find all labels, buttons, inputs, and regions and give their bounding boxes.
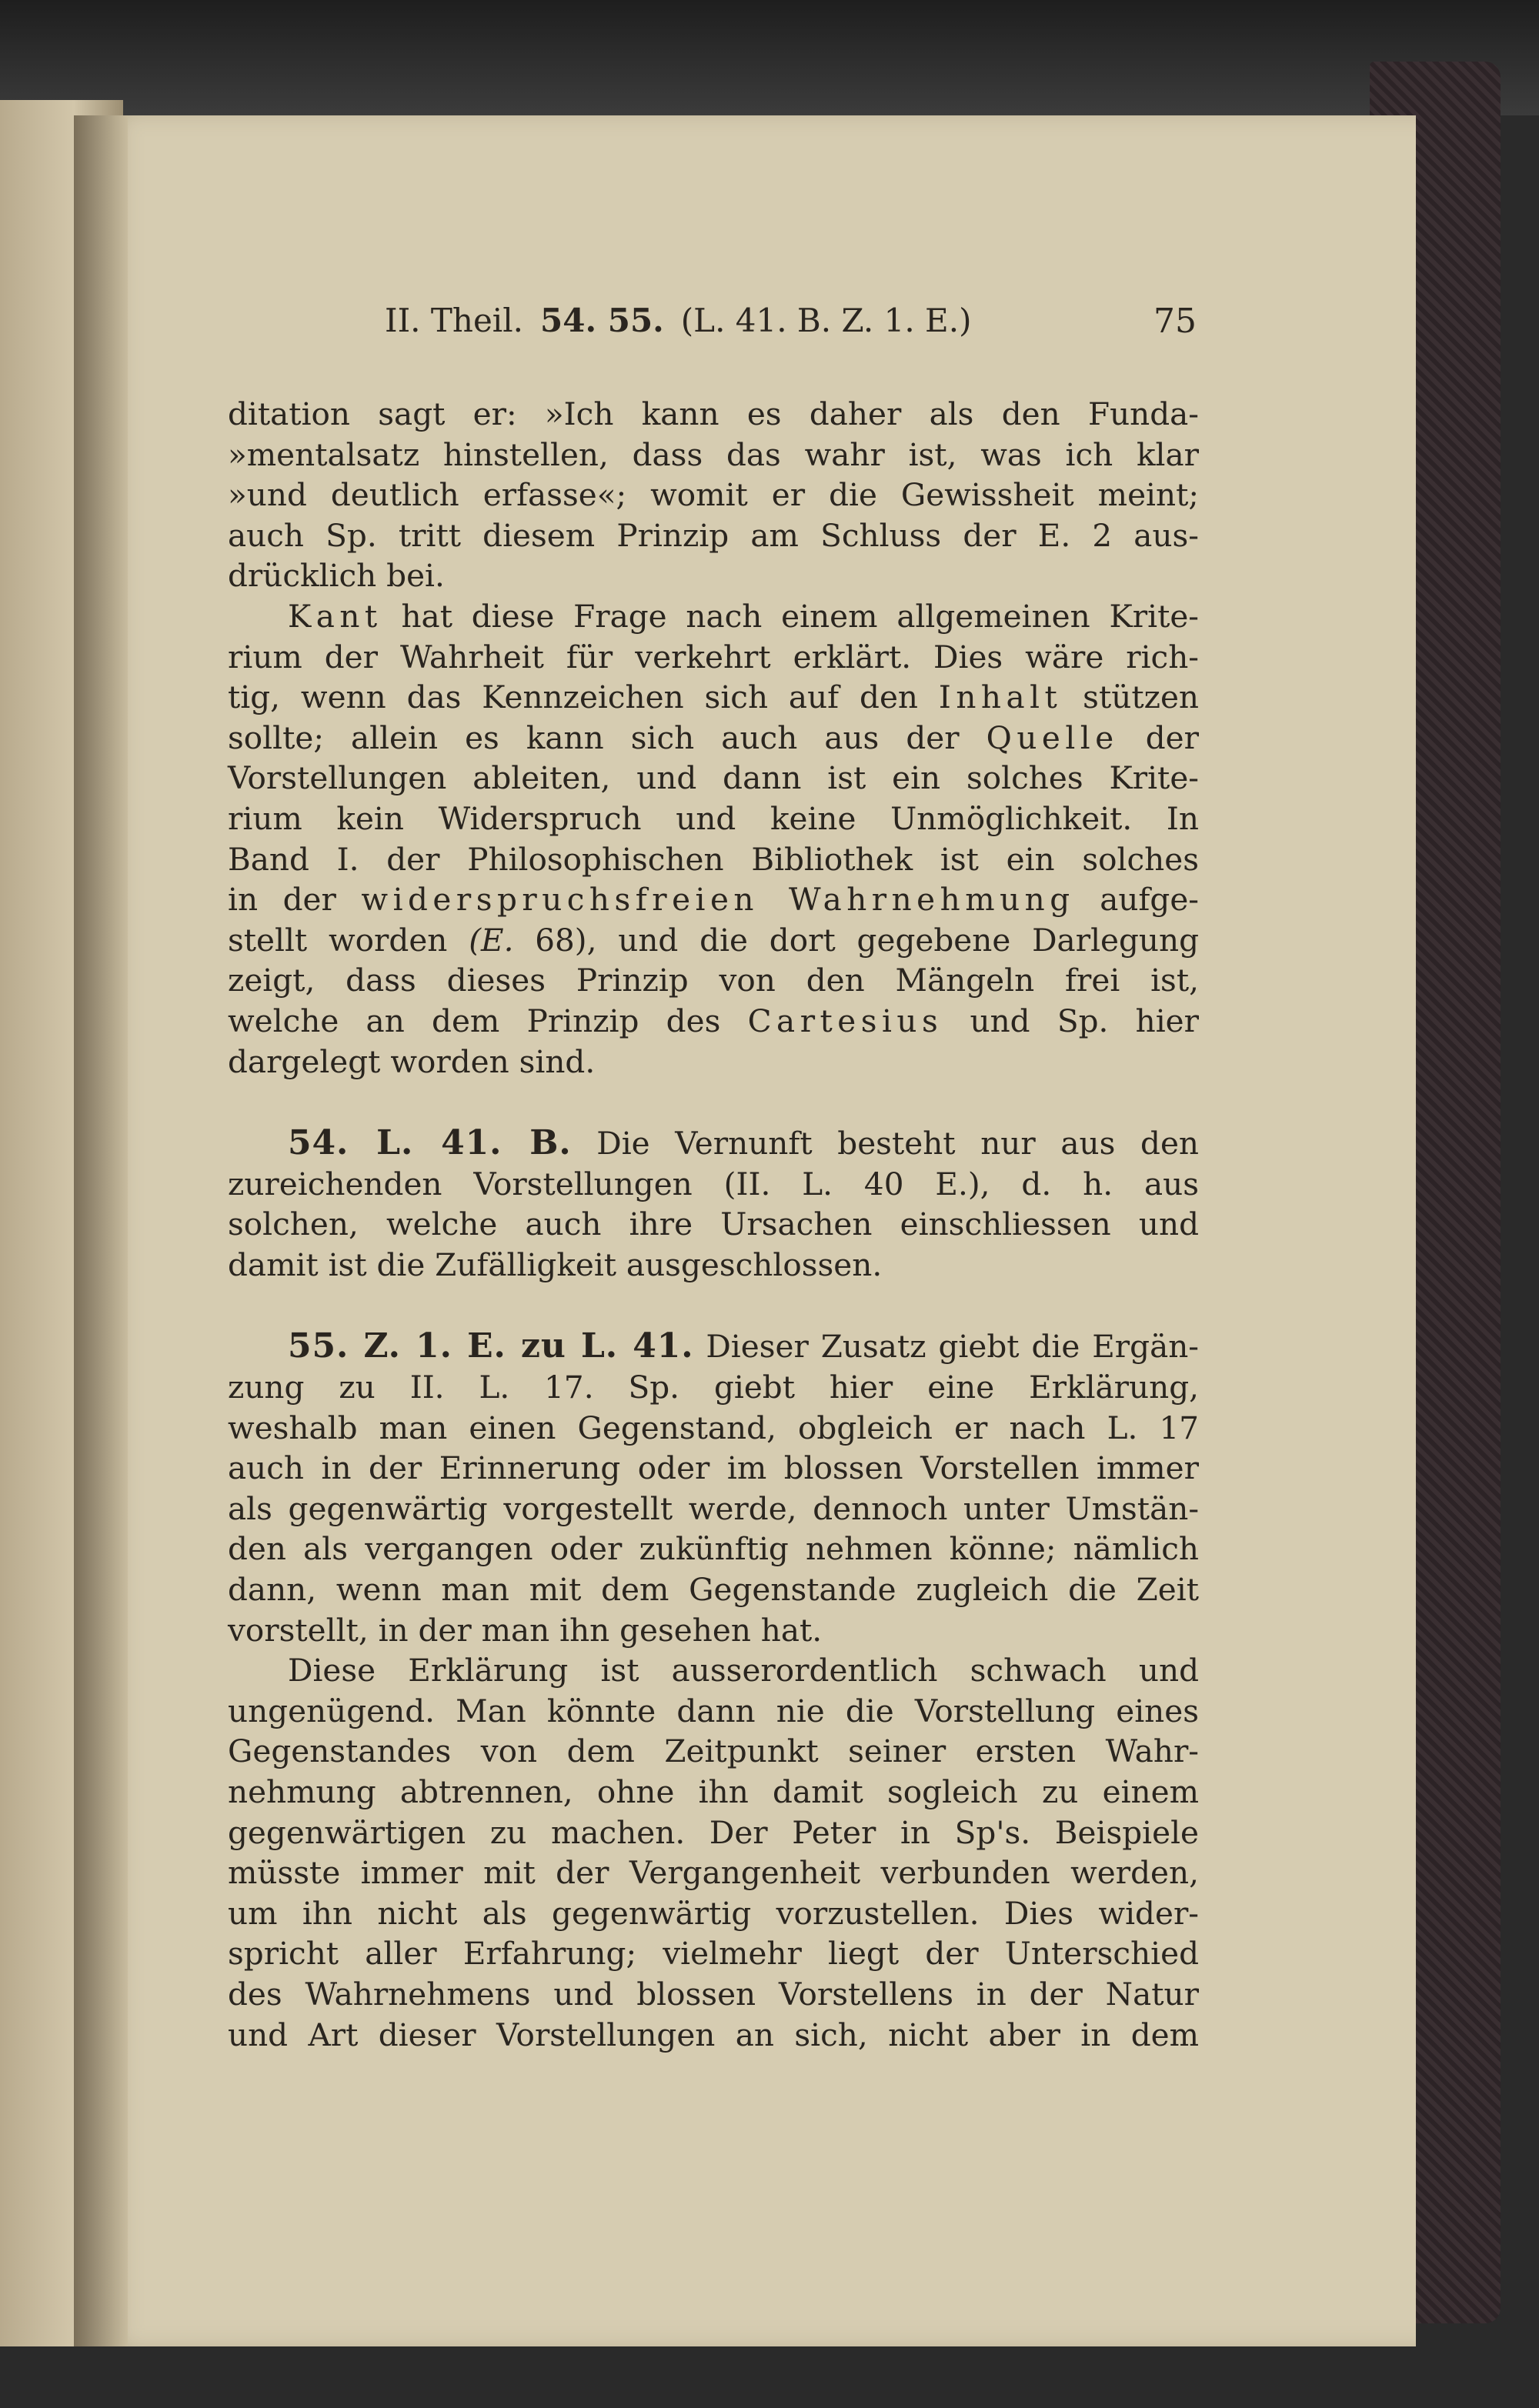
text-line: in der widerspruchsfreien Wahrnehmung aufge- [228, 881, 1199, 919]
spaced-name-cartesius: Cartesius [747, 1002, 943, 1039]
spaced-name-kant: Kant [288, 597, 382, 635]
text-line: zeigt, dass dieses Prinzip von den Mängeln frei ist, [228, 962, 1199, 999]
text-line: um ihn nicht als gegenwärtig vorzustellen. Dies wider- [228, 1894, 1199, 1932]
text-line: vorstellt, in der man ihn gesehen hat. [228, 1611, 823, 1649]
spaced-word-quelle: Quelle [986, 719, 1119, 756]
text-line: zureichenden Vorstellungen (II. L. 40 E.), d. h. aus [228, 1165, 1199, 1202]
text-line: tig, wenn das Kennzeichen sich auf den Inhalt stützen [228, 679, 1199, 716]
italic-reference: (E. [469, 921, 514, 959]
section-55 [228, 1326, 1199, 1650]
scan-background [0, 0, 1539, 115]
text-line: sollte; allein es kann sich auch aus der Quelle der [228, 719, 1199, 756]
text-line: gegenwärtigen zu machen. Der Peter in Sp's. Beispiele [228, 1813, 1199, 1851]
text-line: ungenügend. Man könnte dann nie die Vorstellung eines [228, 1692, 1199, 1729]
spacer [228, 1082, 1199, 1123]
text-line: und Art dieser Vorstellungen an sich, nicht aber in dem [228, 2016, 1199, 2053]
text-line: nehmung abtrennen, ohne ihn damit sogleich zu einem [228, 1773, 1199, 1810]
text-line: »und deutlich erfasse«; womit er die Gewissheit meint; [228, 476, 1199, 514]
text-line: auch in der Erinnerung oder im blossen Vorstellen immer [228, 1449, 1199, 1487]
text-line: Kant hat diese Frage nach einem allgemeinen Krite- [288, 597, 1199, 635]
page-number: 75 [1153, 302, 1197, 341]
text-line: rium kein Widerspruch und keine Unmöglichkeit. In [228, 799, 1199, 837]
text-line: Vorstellungen ableiten, und dann ist ein solches Krite- [228, 759, 1199, 797]
text-line: ditation sagt er: »Ich kann es daher als den Funda- [228, 395, 1199, 432]
text-line: »mentalsatz hinstellen, dass das wahr ist, was ich klar [228, 435, 1199, 473]
text-line: damit ist die Zufälligkeit ausgeschlossen. [228, 1246, 883, 1283]
text-line: dargelegt worden sind. [228, 1042, 596, 1080]
spaced-word-inhalt: Inhalt [938, 679, 1063, 716]
text-line: rium der Wahrheit für verkehrt erklärt. Dies wäre rich- [228, 638, 1199, 675]
text-line: zung zu II. L. 17. Sp. giebt hier eine Erklärung, [228, 1369, 1199, 1406]
header-part: II. Theil. [385, 302, 524, 339]
page-body [228, 394, 1199, 2055]
text-line: drücklich bei. [228, 557, 445, 595]
text-line: des Wahrnehmens und blossen Vorstellens in der Natur [228, 1975, 1199, 2013]
spaced-phrase: widerspruchsfreien Wahrnehmung [361, 881, 1075, 919]
section-54 [228, 1123, 1199, 1285]
text-line: solchen, welche auch ihre Ursachen einschliessen und [228, 1206, 1199, 1243]
text-line: weshalb man einen Gegenstand, obgleich er nach L. 17 [228, 1409, 1199, 1446]
paragraph-continuation [228, 394, 1199, 596]
text-line: Gegenstandes von dem Zeitpunkt seiner ersten Wahr- [228, 1733, 1199, 1770]
header-sections: 54. 55. [540, 302, 664, 339]
text-line: 54. L. 41. B. Die Vernunft besteht nur aus den [288, 1123, 1199, 1163]
header-reference: (L. 41. B. Z. 1. E.) [680, 302, 972, 339]
section-label: 55. Z. 1. E. zu L. 41. [288, 1326, 694, 1366]
book-gutter [74, 115, 128, 2346]
section-label: 54. L. 41. B. [288, 1123, 572, 1163]
text-line: den als vergangen oder zukünftig nehmen könne; nämlich [228, 1530, 1199, 1568]
text-line: 55. Z. 1. E. zu L. 41. Dieser Zusatz giebt die Ergän- [288, 1326, 1199, 1366]
paragraph-kant [228, 596, 1199, 1082]
paragraph-critique [228, 1650, 1199, 2055]
text-line: auch Sp. tritt diesem Prinzip am Schluss der E. 2 aus- [228, 516, 1199, 554]
text-line: müsste immer mit der Vergangenheit verbunden werden, [228, 1854, 1199, 1892]
running-header [385, 302, 1197, 339]
text-line: spricht aller Erfahrung; vielmehr liegt der Unterschied [228, 1935, 1199, 1973]
text-line: stellt worden (E. 68), und die dort gegebene Darlegung [228, 921, 1200, 959]
text-line: welche an dem Prinzip des Cartesius und Sp. hier [228, 1002, 1199, 1039]
text-line: Diese Erklärung ist ausserordentlich schwach und [288, 1652, 1199, 1689]
spacer [228, 1285, 1199, 1326]
text-line: dann, wenn man mit dem Gegenstande zugleich die Zeit [228, 1571, 1199, 1609]
text-line: Band I. der Philosophischen Bibliothek ist ein solches [228, 840, 1199, 878]
text-line: als gegenwärtig vorgestellt werde, dennoch unter Umstän- [228, 1489, 1199, 1527]
